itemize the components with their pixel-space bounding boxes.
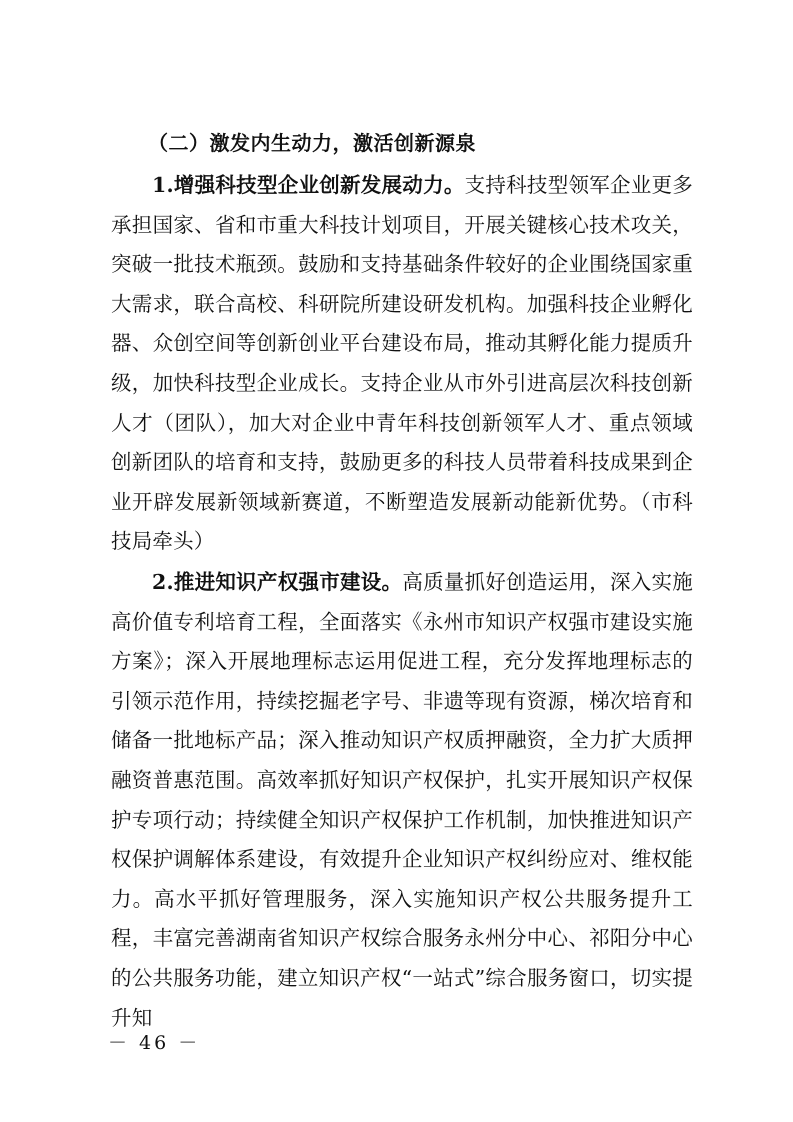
paragraph-body: 高质量抓好创造运用，深入实施高价值专利培育工程，全面落实《永州市知识产权强市建设实施方案》；深入开展地理标志运用促进工程，充分发挥地理标志的引领示范作用，持续挖掘老字号、非遗等现有资源，梯次培育和储备一批地标产品；深入推动知识产权质押融资，全力扩大质押融资普惠范围。高效率抓好知识产权保护，扎实开展知识产权保护专项行动；持续健全知识产权保护工作机制，加快推进知识产权保护调解体系建设，有效提升企业知识产权纠纷应对、维权能力。高水平抓好管理服务，深入实施知识产权公共服务提升工程，丰富完善湖南省知识产权综合服务永州分中心、祁阳分中心的公共服务功能，建立知识产权“一站式”综合服务窗口，切实提升知 [111,570,693,1030]
paragraph-ip-strong-city [111,563,693,1038]
section-heading: （二）激发内生动力，激活创新源泉 [148,131,476,155]
paragraph-lead: 1.增强科技型企业创新发展动力。 [152,173,465,197]
paragraph-tech-enterprise-innovation [111,166,693,562]
paragraph-lead: 2.推进知识产权强市建设。 [152,570,403,594]
paragraph-body: 支持科技型领军企业更多承担国家、省和市重大科技计划项目，开展关键核心技术攻关，突破一批技术瓶颈。鼓励和支持基础条件较好的企业围绕国家重大需求，联合高校、科研院所建设研发机构。加强科技企业孵化器、众创空间等创新创业平台建设布局，推动其孵化能力提质升级，加快科技型企业成长。支持企业从市外引进高层次科技创新人才（团队），加大对企业中青年科技创新领军人才、重点领域创新团队的培育和支持，鼓励更多的科技人员带着科技成果到企业开辟发展新领域新赛道，不断塑造发展新动能新优势。（市科技局牵头） [111,173,693,554]
page-number: － 46 － [108,1032,201,1054]
